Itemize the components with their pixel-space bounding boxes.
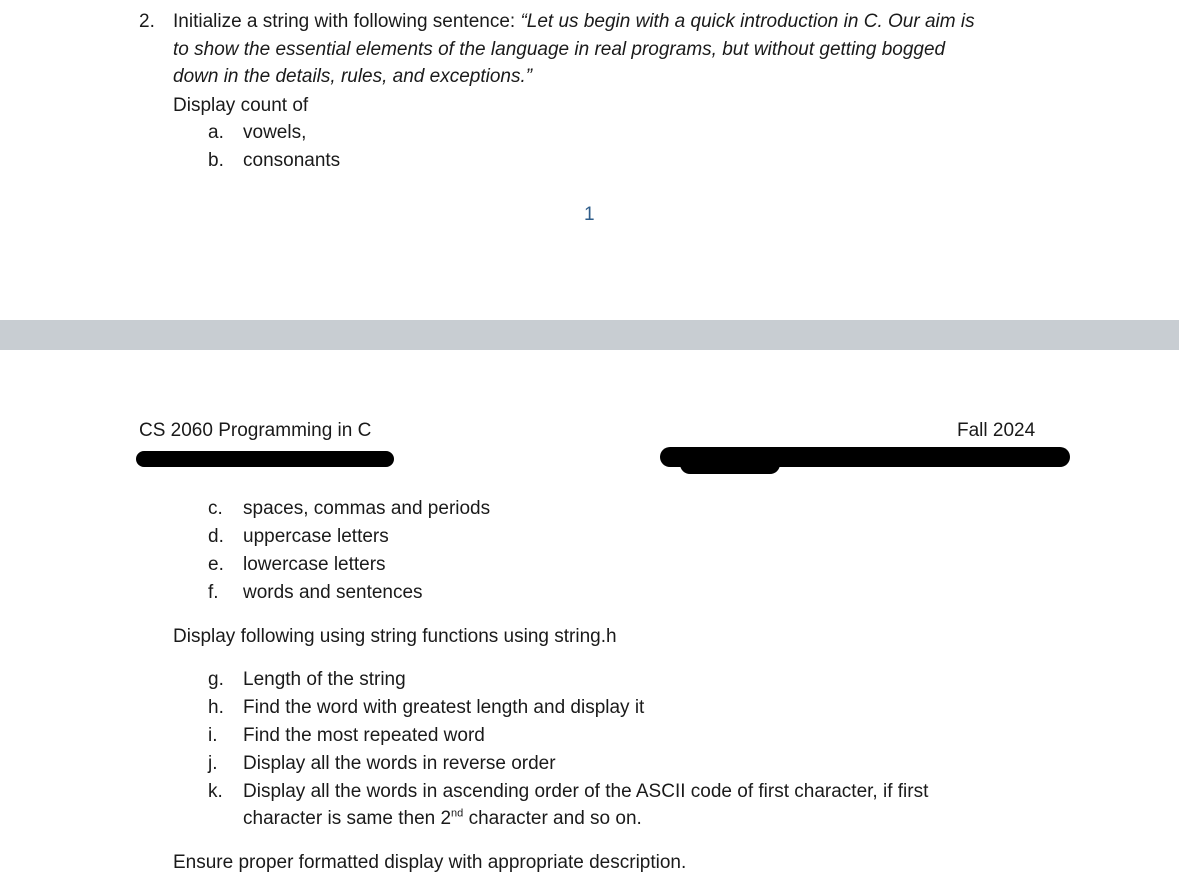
document-page-2 bbox=[0, 350, 1179, 886]
document-page-1 bbox=[0, 0, 1179, 320]
page-separator bbox=[0, 320, 1179, 350]
redaction-mark bbox=[136, 451, 394, 467]
question-number: 2. bbox=[139, 11, 155, 32]
list-marker: i. bbox=[208, 725, 218, 746]
list-item-text: spaces, commas and periods bbox=[243, 498, 491, 519]
list-marker: j. bbox=[208, 753, 218, 774]
quoted-sentence-part-3: down in the details, rules, and exceptions.” bbox=[173, 66, 533, 87]
list-marker: h. bbox=[208, 697, 224, 718]
quoted-sentence-part-1: “Let us begin with a quick introduction in C. Our aim is bbox=[520, 11, 975, 32]
superscript: nd bbox=[451, 807, 464, 820]
question-prefix: Initialize a string with following sentence: bbox=[173, 11, 521, 32]
list-item-text: lowercase letters bbox=[243, 554, 386, 575]
list-marker: b. bbox=[208, 150, 224, 171]
list-marker: g. bbox=[208, 669, 224, 690]
list-marker: k. bbox=[208, 781, 223, 802]
list-marker: e. bbox=[208, 554, 224, 575]
closing-instruction: Ensure proper formatted display with appropriate description. bbox=[173, 852, 687, 873]
display-count-label: Display count of bbox=[173, 95, 309, 116]
question-line-2 bbox=[173, 40, 945, 59]
list-item-text: vowels, bbox=[243, 122, 307, 143]
list-marker: c. bbox=[208, 498, 223, 519]
list-item-text: Display all the words in ascending order of the ASCII code of first character, if first bbox=[243, 781, 929, 802]
question-line-1 bbox=[173, 12, 975, 31]
list-marker: f. bbox=[208, 582, 219, 603]
list-item-text: words and sentences bbox=[243, 582, 423, 603]
course-header: CS 2060 Programming in C bbox=[139, 420, 372, 441]
list-item-text: consonants bbox=[243, 150, 341, 171]
redaction-mark bbox=[680, 454, 780, 474]
list-item-text: Display all the words in reverse order bbox=[243, 753, 556, 774]
list-marker: a. bbox=[208, 122, 224, 143]
string-functions-intro: Display following using string functions using string.h bbox=[173, 626, 617, 647]
quoted-sentence-part-2: to show the essential elements of the language in real programs, but without getting bogged bbox=[173, 39, 946, 60]
list-item-text: Length of the string bbox=[243, 669, 406, 690]
question-line-3 bbox=[173, 67, 532, 86]
list-item-text: Find the word with greatest length and display it bbox=[243, 697, 645, 718]
list-item-text: Find the most repeated word bbox=[243, 725, 485, 746]
page-number: 1 bbox=[584, 204, 595, 225]
list-item-text: uppercase letters bbox=[243, 526, 389, 547]
semester-header: Fall 2024 bbox=[957, 420, 1036, 441]
list-item-continuation: character is same then 2nd character and so on. bbox=[243, 807, 642, 829]
list-marker: d. bbox=[208, 526, 224, 547]
